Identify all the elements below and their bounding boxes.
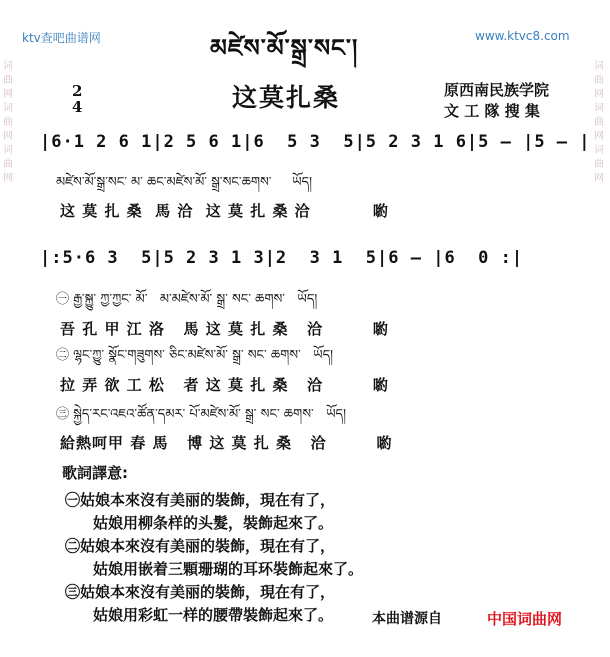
meaning-line-4: 姑娘用嵌着三顆珊瑚的耳环裝飾起來了。 [93,560,364,578]
site-link-left[interactable]: ktv查吧曲谱网 [22,31,101,45]
meaning-line-3: ㊁姑娘本來沒有美丽的裝飾，現在有了， [65,537,336,555]
song-title: 这莫扎桑 [232,83,341,112]
side-watermark-left: 词曲网词曲网词曲网 [3,61,13,184]
verse-1-lyrics: 吾 孔 甲 江 洛 馬 这 莫 扎 桑 洽 喲 [60,320,389,338]
score-line-1-tibetan: མཛེས་མོ་སྒྲ་སང་ མ་ ཆང་མཛེས་མོ་ སྒྲ་སང་ཆགས་ ཡོད། [56,175,313,190]
verse-1-tibetan: ㊀ རྒྱ་སྐྱུ་ ཀྱ་ཀྱང་ མོ་ མ་མཛེས་མོ་ སྒྲ་ སང་ ཆགས་ ཡོད། [56,292,318,307]
side-watermark-right: 词曲网词曲网词曲网 [594,61,604,184]
source-line-2: 文 工 隊 搜 集 [444,102,540,120]
site-link-right[interactable]: www.ktvc8.com [475,29,570,43]
meaning-heading: 歌詞譯意: [62,464,128,482]
footer-site-link[interactable]: 中国词曲网 [487,610,563,628]
tibetan-title: མཛེས་མོ་སྒྲ་སང་། [210,34,359,62]
time-signature-bottom: 4 [72,98,83,116]
footer-source-label: 本曲谱源自 [372,611,442,627]
score-line-1-notes: |6·1 2 6 1|2 5 6 1|6 5 3 5|5 2 3 1 6|5 — |5 — | [40,132,591,152]
meaning-line-6: 姑娘用彩虹一样的腰帶裝飾起來了。 [93,606,334,624]
verse-3-tibetan: ㊂ སྐྱེད་རང་འཇའ་ཚོན་དམར་ པོ་མཛེས་མོ་ སྒྲ་ སང་ ཆགས་ ཡོད། [56,407,346,422]
meaning-line-2: 姑娘用柳条样的头髮，裝飾起來了。 [93,514,334,532]
verse-2-tibetan: ㊁ ལྷང་ཀྱུ་ སྣོང་གཟུགས་ ཅིང་མཛེས་མོ་ སྒྲ་ སང་ ཆགས་ ཡོད། [56,348,334,363]
source-line-1: 原西南民族学院 [444,81,550,99]
verse-2-lyrics: 拉 弄 欲 工 松 者 这 莫 扎 桑 洽 喲 [60,376,389,394]
meaning-line-1: ㊀姑娘本來沒有美丽的裝飾，現在有了， [65,491,336,509]
time-signature-top: 2 [72,82,83,100]
score-line-2-notes: |:5·6 3 5|5 2 3 1 3|2 3 1 5|6 — |6 0 :| [40,248,524,268]
meaning-line-5: ㊂姑娘本來沒有美丽的裝飾，現在有了， [65,583,336,601]
time-signature [72,83,82,115]
source-attribution [444,80,549,122]
score-line-1-lyrics: 这 莫 扎 桑 馬 洽 这 莫 扎 桑 洽 喲 [60,202,389,220]
verse-3-lyrics: 給熱呵甲 春 馬 博 这 莫 扎 桑 洽 喲 [60,434,393,452]
